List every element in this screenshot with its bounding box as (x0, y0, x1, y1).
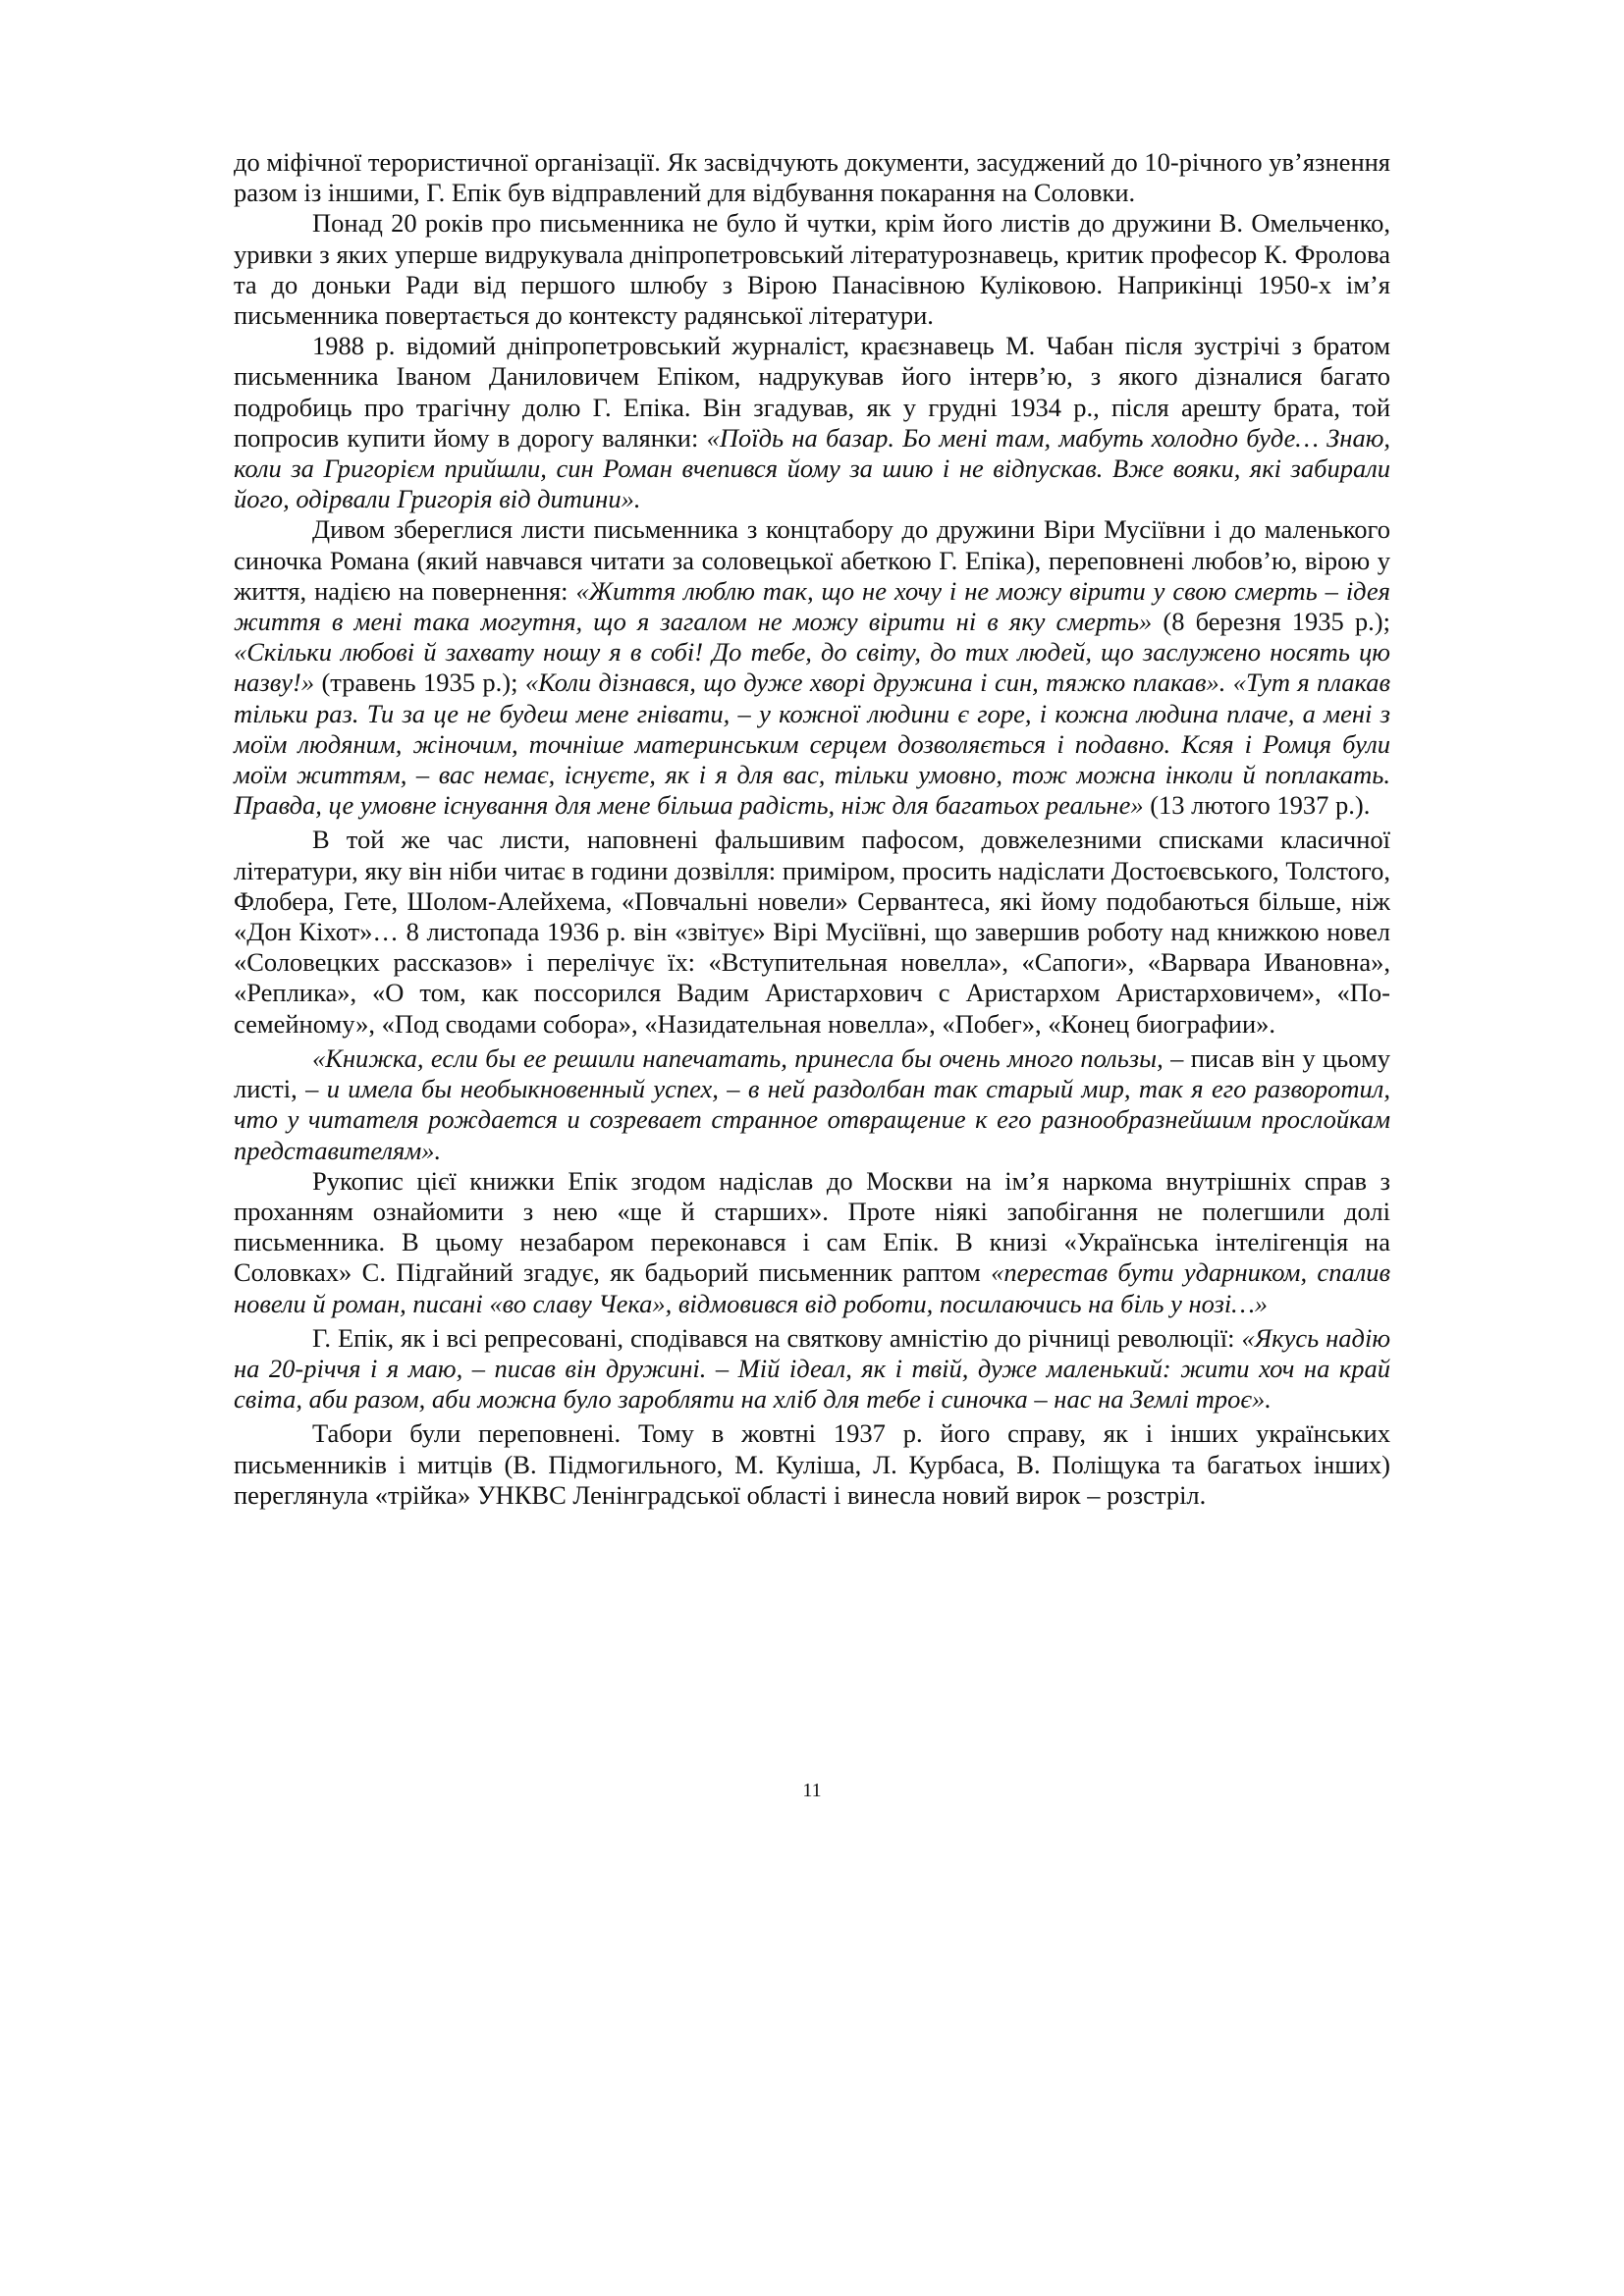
paragraph-5: В той же час листи, наповнені фальшивим пафосом, довжелезними списками класичної літератури, яку він ніби читає в години дозвілля: приміром, просить надіслати Достоєвського, Толстого, Флобера, Гете, Шолом-Алейхема, «Повчальні новели» Сервантеса, які йому подобаються більше, ніж «Дон Кіхот»… 8 листопада 1936 р. він «звітує» Вірі Мусіївні, що завершив роботу над книжкою новел «Соловецких рассказов» і перелічує їх: «Вступительная новелла», «Сапоги», «Варвара Ивановна», «Реплика», «О том, как поссорился Вадим Аристархович с Аристархом Аристарховичем», «По-семейному», «Под сводами собора», «Назидательная новелла», «Побег», «Конец биографии». (234, 825, 1390, 1039)
paragraph-9: Табори були переповнені. Тому в жовтні 1937 р. його справу, як і інших українських письменників і митців (В. Підмогильного, М. Куліша, Л. Курбаса, В. Поліщука та багатьох інших) переглянула «трійка» УНКВС Ленінградської області і винесла новий вирок – розстріл. (234, 1418, 1390, 1510)
text-run: и имела бы необыкновенный успех, – в ней раздолбан так старый мир, так я его разворотил, что у читателя рождается и созревает странное отвращение к его разнообразнейшим прослойкам представителям». (234, 1074, 1390, 1165)
text-run: Рукопис цієї книжки Епік згодом надіслав до Москви на ім’я наркома внутрішніх справ з проханням ознайомити з нею «ще й старших». Проте ніякі запобігання не полегшили долі письменника. В цьому незабаром переконався і сам Епік. В книзі «Українська інтелігенція на Соловках» С. Підгайний згадує, як бадьорий письменник раптом (234, 1165, 1390, 1288)
text-run: (8 березня 1935 р.); (1152, 607, 1390, 637)
paragraph-3-text: 1988 р. відомий дніпропетровський журналіст, краєзнавець М. Чабан після зустрічі з братом письменника Іваном Даниловичем Епіком, надрукував його інтерв’ю, з якого дізналися багато подробиць про трагічну долю Г. Епіка. Він згадував, як у грудні 1934 р., після арешту брата, той попросив купити йому в дорогу валянки: (234, 331, 1390, 453)
paragraph-4 (234, 514, 1390, 821)
paragraph-3-quote: «Поїдь на базар. Бо мені там, мабуть холодно буде… Знаю, коли за Григорієм прийшли, син Роман вчепився йому за шию і не відпускав. Вже вояки, які забирали його, одірвали Григорія від дитини». (234, 422, 1390, 514)
text-run: «перестав бути ударником, спалив новели й роман, писані «во славу Чека», відмовився від роботи, посилаючись на біль у нозі…» (234, 1257, 1391, 1318)
paragraph-6-quote (234, 1043, 1390, 1166)
page-body (234, 147, 1390, 1511)
text-run: (13 лютого 1937 р.). (1143, 790, 1371, 821)
paragraph-1: до міфічної терористичної організації. Як засвідчують документи, засуджений до 10-річного ув’язнення разом із іншими, Г. Епік був відправлений для відбування покарання на Соловки. (234, 147, 1390, 208)
text-run: – писав він у цьому листі, – (234, 1042, 1391, 1104)
text-run: (травень 1935 р.); (314, 667, 525, 698)
text-run: «Книжка, если бы ее решили напечатать, принесла бы очень много пользы, (312, 1042, 1171, 1073)
paragraph-8 (234, 1323, 1390, 1415)
text-run: Дивом збереглися листи письменника з концтабору до дружини Віри Мусіївни і до маленького синочка Романа (який навчався читати за соловецької абеткою Г. Епіка), переповнені любов’ю, вірою у життя, надією на повернення: (234, 514, 1390, 606)
text-run: «Якусь надію на 20-річчя і я маю, – писав він дружині. – Мій ідеал, як і твій, дуже маленький: жити хоч на край світа, аби разом, аби можна було заробляти на хліб для тебе і синочка – нас на Землі троє». (234, 1322, 1391, 1415)
text-run: «Життя люблю так, що не хочу і не можу вірити у свою смерть – ідея життя в мені така могутня, що я загалом не можу вірити ні в яку смерть» (234, 575, 1390, 637)
paragraph-3 (234, 331, 1390, 514)
paragraph-2: Понад 20 років про письменника не було й чутки, крім його листів до дружини В. Омельченко, уривки з яких уперше видрукувала дніпропетровський літературознавець, критик професор К. Фролова та до доньки Ради від першого шлюбу з Вірою Панасівною Куліковою. Наприкінці 1950-х ім’я письменника повертається до контексту радянської літератури. (234, 208, 1390, 331)
paragraph-7 (234, 1166, 1390, 1319)
text-run: «Коли дізнався, що дуже хворі дружина і син, тяжко плакав». «Тут я плакав тільки раз. Ти за це не будеш мене гнівати, – у кожної людини є горе, і кожна людина плаче, а мені з моїм людяним, жіночим, точніше материнським серцем дозволяється і подавно. Ксяя і Ромця були моїм життям, – вас немає, існуєте, як і я для вас, тільки умовно, тож можна інколи й поплакать. Правда, це умовне існування для мене більша радість, ніж для багатьох реальне» (234, 667, 1390, 821)
text-run: «Скільки любові й захвату ношу я в собі! До тебе, до світу, до тих людей, що заслужено носять цю назву!» (234, 637, 1390, 698)
text-run: Г. Епік, як і всі репресовані, сподівався на святкову амністію до річниці революції: (312, 1322, 1242, 1353)
page-number: 11 (802, 1780, 822, 1801)
